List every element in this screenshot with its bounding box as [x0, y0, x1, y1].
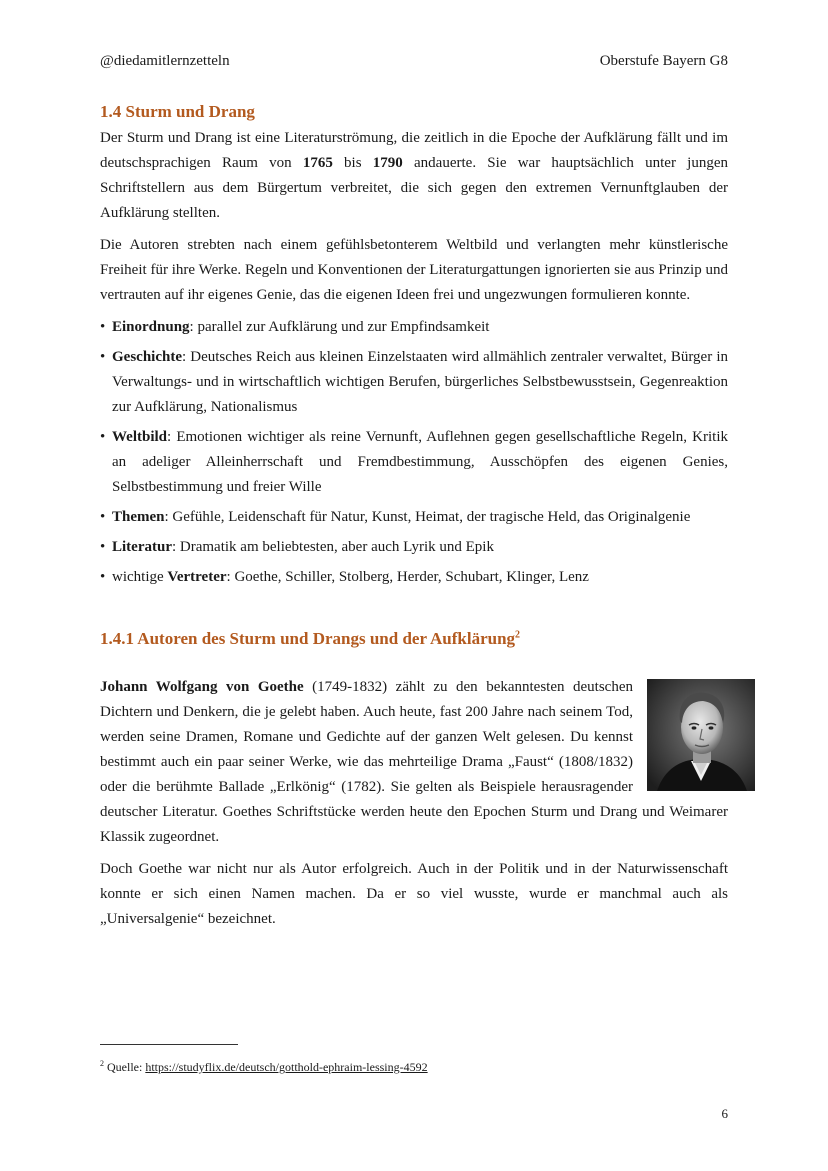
- intro-paragraph-2: Die Autoren strebten nach einem gefühlsbetonterem Weltbild und verlangten mehr künstlerische Freiheit für ihre Werke. Regeln und Konventionen der Literaturgattungen ignorierten sie aus Prinzip und vertrauten auf ihr eigenes Genie, das die eigenen Ideen frei und ungezwungen formulieren konnte.: [100, 237, 728, 303]
- feature-list: [100, 315, 728, 590]
- goethe-paragraph-1: Johann Wolfgang von Goethe (1749-1832) zählt zu den bekanntesten deutschen Dichtern und Denkern, die je gelebt haben. Auch heute, fast 200 Jahre nach seinem Tod, werden seine Dramen, Romane und Gedichte auf der ganzen Welt gelesen. Du kennst bestimmt auch ein paar seiner Werke, wie das mehrteilige Drama „Faust“ (1808/1832) oder die berühmte Ballade „Erlkönig“ (1782). Sie gelten als Beispiele herausragender deutscher Literatur. Goethes Schriftstücke werden heute den Epochen Sturm und Drang und Weimarer Klassik zugeordnet.: [100, 679, 728, 845]
- goethe-name: Johann Wolfgang von Goethe: [100, 679, 304, 695]
- bullet-icon: •: [100, 539, 106, 555]
- page-number: 6: [721, 1106, 728, 1121]
- goethe-paragraph-2: Doch Goethe war nicht nur als Autor erfolgreich. Auch in der Politik und in der Naturwissenschaft konnte er sich einen Namen machen. Da er so viel wusste, wurde er manchmal auch als „Universalgenie“ bezeichnet.: [100, 861, 728, 927]
- bullet-icon: •: [100, 509, 106, 525]
- goethe-block: [100, 675, 728, 932]
- year-start: 1765: [302, 155, 333, 171]
- year-end: 1790: [372, 155, 403, 171]
- bullet-icon: •: [100, 429, 106, 445]
- list-item-geschichte: • Geschichte: Deutsches Reich aus kleinen Einzelstaaten wird allmählich zentraler verwaltet, Bürger in Verwaltungs- und in wirtschaftlich wichtigen Berufen, bürgerliches Selbstbewusstsein, Gegenreaktion zur Aufklärung, Nationalismus: [100, 345, 728, 420]
- list-item-einordnung: • Einordnung: parallel zur Aufklärung und zur Empfindsamkeit: [100, 315, 728, 340]
- list-item-literatur: • Literatur: Dramatik am beliebtesten, aber auch Lyrik und Epik: [100, 535, 728, 560]
- intro-paragraph-1: Der Sturm und Drang ist eine Literaturströmung, die zeitlich in die Epoche der Aufklärung fällt und im deutschsprachigen Raum von 1765 bis 1790 andauerte. Sie war hauptsächlich unter jungen Schriftstellern aus dem Bürgertum verbreitet, die sich gegen den extremen Vernunftglauben der Aufklärung stellten.: [100, 130, 728, 221]
- header-course: Oberstufe Bayern G8: [599, 53, 728, 69]
- list-item-weltbild: • Weltbild: Emotionen wichtiger als reine Vernunft, Auflehnen gegen gesellschaftliche Regeln, Kritik an adeliger Alleinherrschaft und Fremdbestimmung, Ausschöpfen des eigenen Genies, Selbstbestimmung und freier Wille: [100, 425, 728, 500]
- bullet-icon: •: [100, 349, 106, 365]
- page-content: [100, 100, 728, 939]
- header-handle: @diedamitlernzetteln: [100, 53, 230, 69]
- footnote: $^2$ Quelle: https://studyflix.de/deutsch/gotthold-ephraim-lessing-4592: [100, 1059, 428, 1074]
- bullet-icon: •: [100, 569, 106, 585]
- list-item-vertreter: • wichtige Vertreter: Goethe, Schiller, Stolberg, Herder, Schubart, Klinger, Lenz: [100, 565, 728, 590]
- footnote-ref[interactable]: 2: [515, 629, 521, 641]
- bullet-icon: •: [100, 319, 106, 335]
- footnote-divider: [100, 1044, 238, 1045]
- goethe-portrait-image: [647, 679, 755, 791]
- subsection-title: 1.4.1 Autoren des Sturm und Drangs und der Aufklärung$^2$: [100, 629, 521, 648]
- list-item-themen: • Themen: Gefühle, Leidenschaft für Natur, Kunst, Heimat, der tragische Held, das Originalgenie: [100, 505, 728, 530]
- footnote-source-link[interactable]: https://studyflix.de/deutsch/gotthold-ephraim-lessing-4592: [145, 1060, 428, 1074]
- section-title: 1.4 Sturm und Drang: [100, 102, 255, 121]
